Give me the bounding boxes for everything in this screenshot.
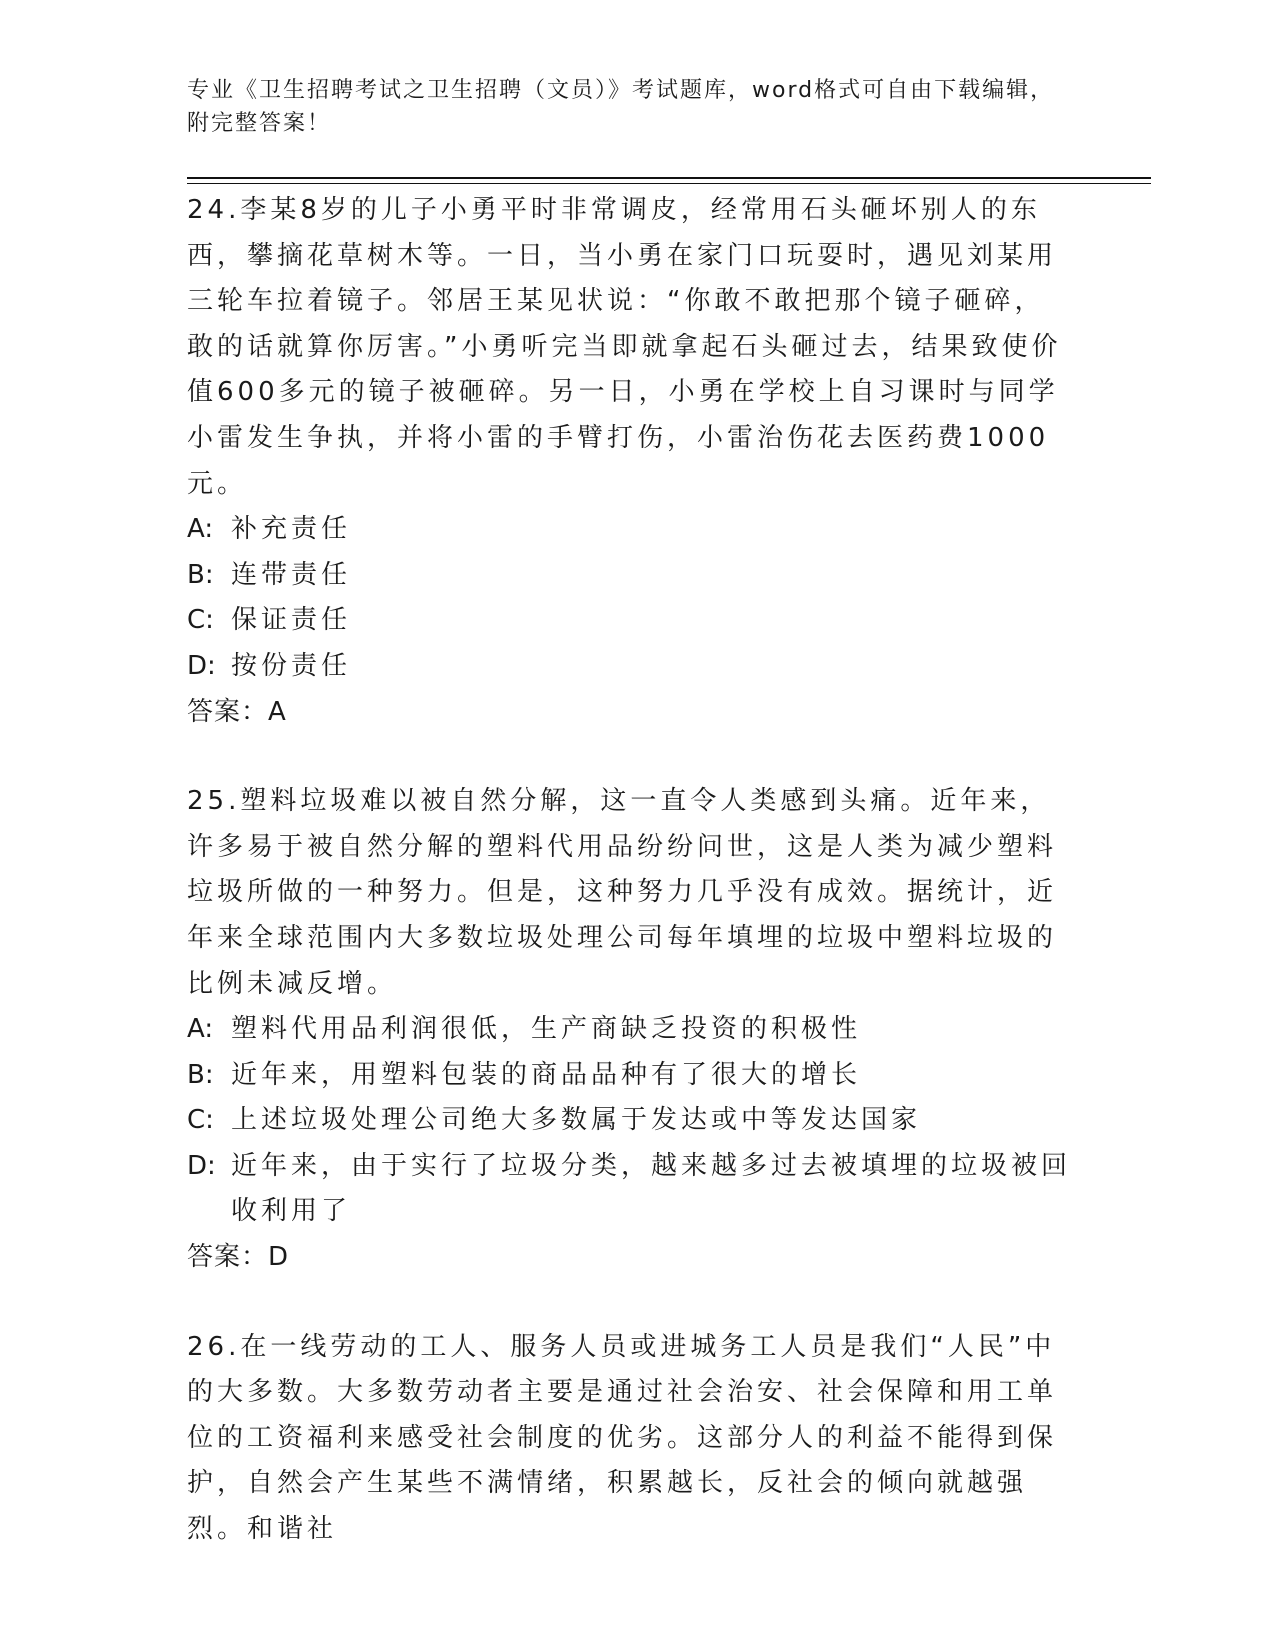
option-text: 连带责任	[231, 559, 352, 590]
option-letter: C:	[187, 1105, 214, 1136]
question-list	[187, 188, 1072, 1553]
question-26	[187, 1325, 1072, 1553]
option-d	[187, 644, 1072, 690]
option-letter: B:	[187, 1059, 214, 1090]
option-text: 补充责任	[231, 514, 352, 545]
answer-label: 答案：A	[187, 696, 287, 727]
question-spacer	[187, 1281, 1072, 1325]
option-c	[187, 598, 1072, 644]
option-text: 近年来，用塑料包装的商品品种有了很大的增长	[231, 1059, 862, 1090]
document-header: 专业《卫生招聘考试之卫生招聘（文员）》考试题库，word格式可自由下载编辑，附完整答案！	[187, 78, 1055, 136]
question-stem: 24.李某8岁的儿子小勇平时非常调皮，经常用石头砸坏别人的东西，攀摘花草树木等。一日，当小勇在家门口玩耍时，遇见刘某用三轮车拉着镜子。邻居王某见状说：“你敢不敢把那个镜子砸碎，敢的话就算你厉害。”小勇听完当即就拿起石头砸过去，结果致使价值600多元的镜子被砸碎。另一日，小勇在学校上自习课时与同学小雷发生争执，并将小雷的手臂打伤，小雷治伤花去医药费1000元。	[187, 195, 1062, 499]
option-letter: A:	[187, 514, 214, 545]
option-letter: C:	[187, 605, 214, 636]
question-stem: 26.在一线劳动的工人、服务人员或进城务工人员是我们“人民”中的大多数。大多数劳动者主要是通过社会治安、社会保障和用工单位的工资福利来感受社会制度的优劣。这部分人的利益不能得到保护，自然会产生某些不满情绪，积累越长，反社会的倾向就越强烈。和谐社	[187, 1331, 1058, 1545]
option-text: 按份责任	[231, 650, 352, 681]
option-text: 上述垃圾处理公司绝大多数属于发达或中等发达国家	[231, 1105, 922, 1136]
option-b	[187, 1053, 1072, 1099]
option-text: 塑料代用品利润很低，生产商缺乏投资的积极性	[231, 1014, 862, 1045]
option-letter: A:	[187, 1014, 214, 1045]
option-d	[187, 1144, 1072, 1235]
option-letter: D:	[187, 650, 216, 681]
option-a	[187, 507, 1072, 553]
option-letter: D:	[187, 1150, 216, 1181]
question-spacer	[187, 735, 1072, 779]
header-rule-thick	[187, 177, 1151, 179]
option-c	[187, 1098, 1072, 1144]
option-b	[187, 553, 1072, 599]
header-rule-thin	[187, 183, 1151, 184]
option-text: 近年来，由于实行了垃圾分类，越来越多过去被填埋的垃圾被回收利用了	[231, 1150, 1072, 1227]
question-25	[187, 779, 1072, 1281]
question-24	[187, 188, 1072, 735]
answer-label: 答案：D	[187, 1242, 290, 1273]
option-text: 保证责任	[231, 605, 352, 636]
option-a	[187, 1007, 1072, 1053]
question-stem: 25.塑料垃圾难以被自然分解，这一直令人类感到头痛。近年来，许多易于被自然分解的塑料代用品纷纷问世，这是人类为减少塑料垃圾所做的一种努力。但是，这种努力几乎没有成效。据统计，近年来全球范围内大多数垃圾处理公司每年填埋的垃圾中塑料垃圾的比例未减反增。	[187, 786, 1058, 999]
option-letter: B:	[187, 559, 214, 590]
